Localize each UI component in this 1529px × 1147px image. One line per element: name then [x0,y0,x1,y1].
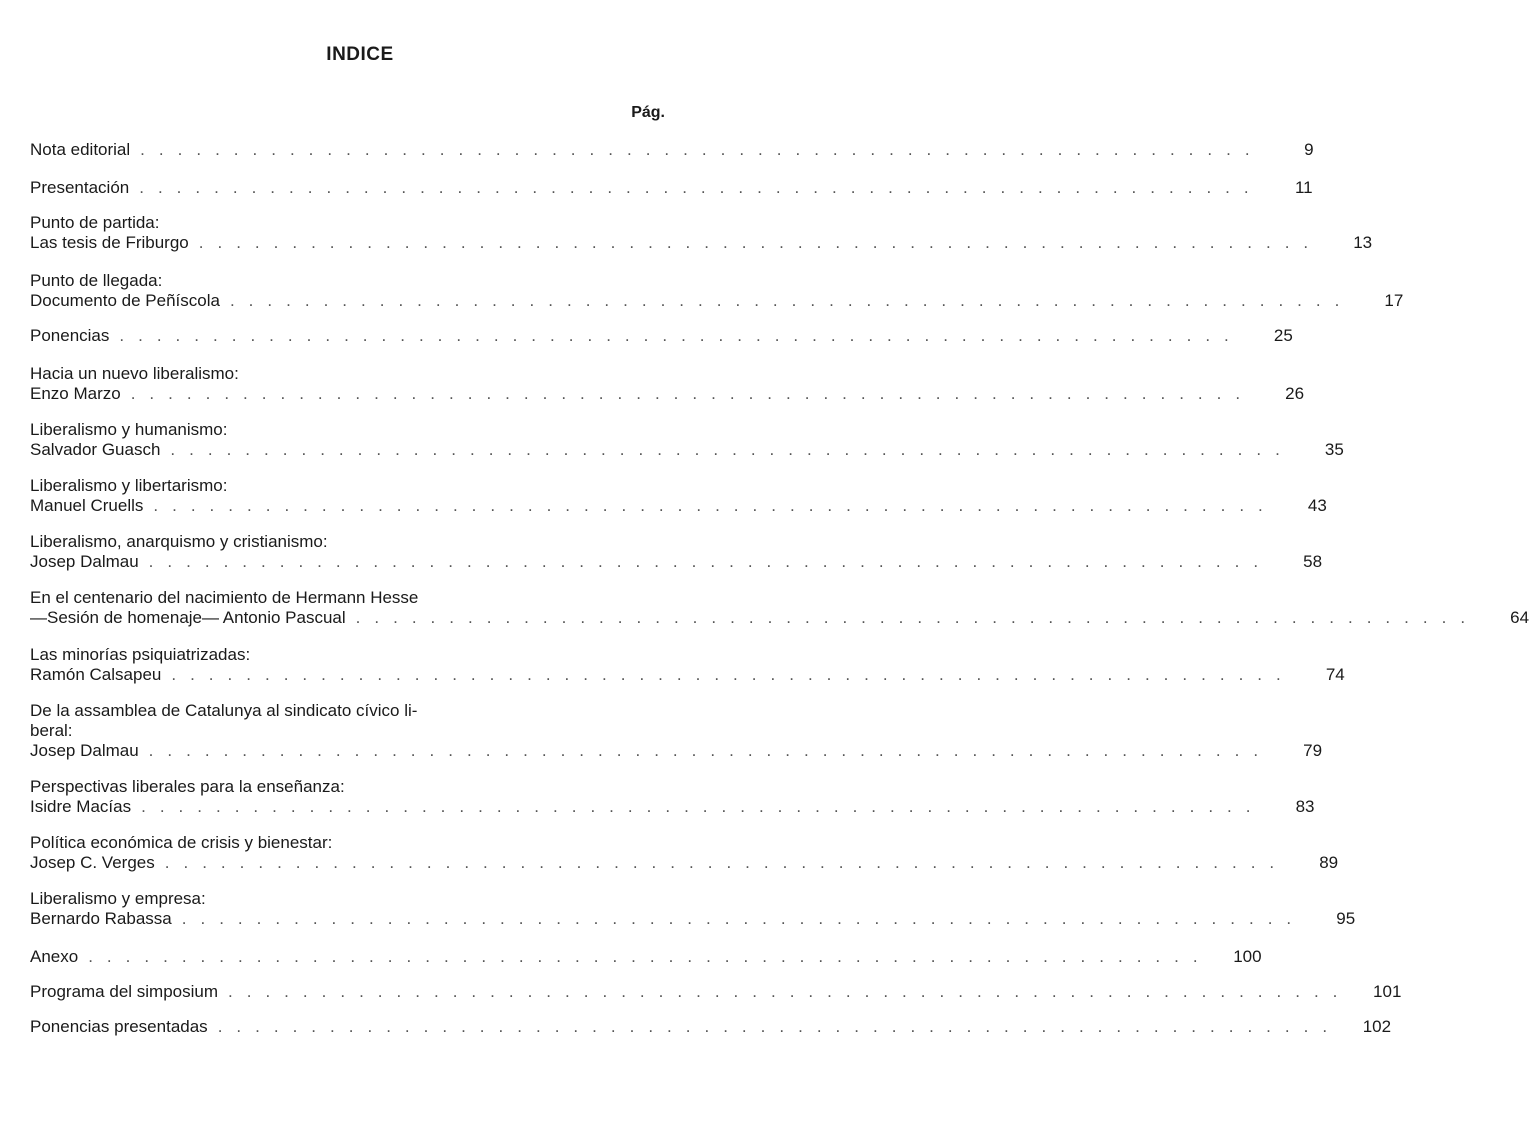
toc-entry [30,532,1323,572]
dot-leader: ............................................................ [228,982,1352,1001]
toc-entry [30,982,1402,1002]
toc-entry [30,701,1323,761]
toc-entry [30,645,1345,685]
dot-leader: ............................................................ [229,291,1354,310]
toc-entry-title-line: Documento de Peñíscola [30,291,220,310]
toc-entry-title-line: Enzo Marzo [30,384,121,403]
toc-entry-title-line: Las tesis de Friburgo [30,233,189,252]
toc-entry [30,271,1404,311]
toc-entry-title-line: Hacia un nuevo liberalismo: [30,364,239,383]
toc-entry [30,364,1305,404]
toc-entry-title-line: Josep Dalmau [30,552,139,571]
dot-leader: ............................................................ [88,947,1212,966]
toc-entry-title-line: Punto de llegada: [30,271,163,290]
toc-entry-title-line: Josep C. Verges [30,853,155,872]
dot-leader: ............................................................ [355,608,1480,627]
toc-entry-title-line: —Sesión de homenaje— Antonio Pascual [30,608,346,627]
toc-entry [30,1017,1392,1037]
toc-entry-title-line: beral: [30,721,73,740]
toc-page-number: 100 [1233,947,1262,966]
toc-entry [30,178,1313,198]
toc-entry-title-line: Bernardo Rabassa [30,909,172,928]
toc-entry [30,947,1262,967]
toc-entry-title-line: Ramón Calsapeu [30,665,162,684]
toc-entry [30,420,1344,460]
table-of-contents [30,140,1529,1037]
dot-leader: ............................................................ [119,326,1243,345]
toc-entry-title-line: Liberalismo y libertarismo: [30,476,228,495]
toc-entry-title-line: Liberalismo y empresa: [30,889,206,908]
toc-entry-title-line: Ponencias [30,326,110,345]
dot-leader: ............................................................ [153,496,1277,515]
toc-page-number: 11 [1294,178,1313,197]
dot-leader: ............................................................ [139,178,1263,197]
toc-entry-title-line: Liberalismo, anarquismo y cristianismo: [30,532,328,551]
toc-page-number: 13 [1353,233,1373,252]
toc-page-number: 95 [1336,909,1356,928]
toc-entry-title-line: Ponencias presentadas [30,1017,208,1036]
toc-entry-title-line: Anexo [30,947,79,966]
dot-leader: ............................................................ [130,384,1255,403]
toc-entry [30,889,1356,929]
toc-entry-title-line: Política económica de crisis y bienestar: [30,833,333,852]
toc-entry [30,777,1315,817]
toc-entry-title-line: Presentación [30,178,130,197]
toc-entry-title-line: Programa del simposium [30,982,219,1001]
toc-page-number: 83 [1295,797,1315,816]
toc-page-number: 17 [1384,291,1404,310]
toc-page-number: 101 [1373,982,1402,1001]
toc-page-number: 79 [1303,741,1323,760]
toc-entry-title-line: En el centenario del nacimiento de Hermann Hesse [30,588,419,607]
toc-page-number: 64 [1510,608,1529,627]
toc-entry-title-line: Nota editorial [30,140,131,159]
dot-leader: ............................................................ [140,140,1264,159]
toc-entry [30,213,1373,253]
toc-page-number: 74 [1325,665,1345,684]
dot-leader: ............................................................ [148,741,1273,760]
dot-leader: ............................................................ [170,440,1294,459]
toc-page-number: 58 [1303,552,1323,571]
dot-leader: ............................................................ [141,797,1265,816]
toc-page-number: 9 [1304,140,1314,159]
toc-page-number: 102 [1362,1017,1392,1036]
dot-leader: ............................................................ [217,1017,1342,1036]
dot-leader: ............................................................ [171,665,1295,684]
toc-entry-title-line: Manuel Cruells [30,496,144,515]
toc-entry-title-line: Josep Dalmau [30,741,139,760]
toc-entry-title-line: Las minorías psiquiatrizadas: [30,645,251,664]
toc-entry [30,326,1293,346]
dot-leader: ............................................................ [148,552,1273,571]
toc-page-number: 89 [1319,853,1339,872]
toc-entry-title-line: Liberalismo y humanismo: [30,420,228,439]
toc-entry-title-line: De la assamblea de Catalunya al sindicato cívico li- [30,701,418,720]
toc-entry [30,476,1327,516]
toc-page-number: 35 [1324,440,1344,459]
toc-entry-title-line: Perspectivas liberales para la enseñanza: [30,777,345,796]
page-column-header: Pág. [631,104,665,121]
index-title: INDICE [326,44,394,65]
toc-page-number: 26 [1285,384,1305,403]
toc-entry-title-line: Punto de partida: [30,213,160,232]
dot-leader: ............................................................ [181,909,1306,928]
toc-entry-title-line: Isidre Macías [30,797,132,816]
toc-entry [30,833,1339,873]
dot-leader: ............................................................ [198,233,1323,252]
toc-page-number: 25 [1273,326,1293,345]
toc-entry-title-line: Salvador Guasch [30,440,161,459]
toc-page-number: 43 [1307,496,1327,515]
toc-entry [30,588,1529,628]
dot-leader: ............................................................ [164,853,1289,872]
toc-entry [30,140,1314,160]
